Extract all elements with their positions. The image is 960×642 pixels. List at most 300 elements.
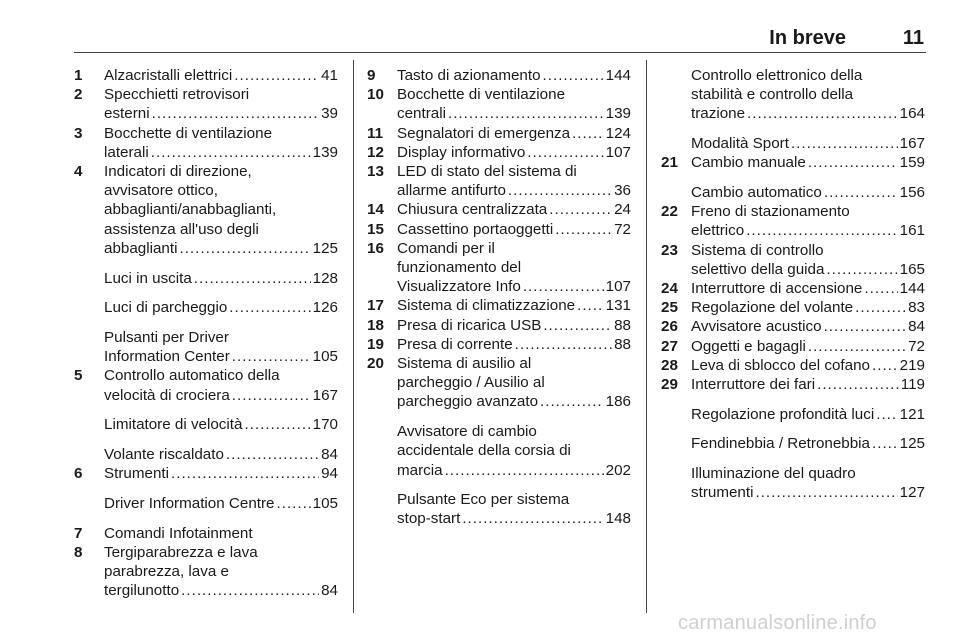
dot-leader (232, 386, 311, 405)
page-reference[interactable]: 124 (605, 124, 631, 142)
dot-leader (277, 494, 311, 513)
dot-leader (226, 445, 319, 464)
dot-leader (746, 221, 897, 240)
index-entry[interactable] (661, 134, 925, 153)
index-entry[interactable] (74, 524, 338, 543)
entry-text (397, 422, 631, 480)
index-entry[interactable] (74, 415, 338, 434)
item-number: 6 (74, 465, 83, 483)
entry-line: abbaglianti (104, 239, 178, 257)
entry-text (691, 375, 925, 394)
page-reference[interactable]: 131 (605, 297, 631, 315)
item-number: 22 (661, 203, 678, 221)
dot-leader (549, 200, 612, 219)
page-reference[interactable]: 105 (312, 348, 338, 366)
page-reference[interactable]: 186 (605, 393, 631, 411)
item-number: 4 (74, 163, 83, 181)
entry-text (104, 415, 338, 434)
item-number: 27 (661, 337, 678, 355)
index-entry[interactable] (661, 434, 925, 453)
dot-leader (194, 269, 311, 288)
entry-text (104, 298, 338, 317)
entry-line: Cambio automatico (691, 184, 822, 202)
page-reference[interactable]: 72 (614, 220, 631, 238)
entry-last-line (104, 347, 338, 366)
entry-line: Driver Information Centre (104, 494, 275, 512)
page-reference[interactable]: 202 (605, 461, 631, 479)
entry-text (691, 134, 925, 153)
entry-line: Luci in uscita (104, 269, 192, 287)
entry-line: Limitatore di velocità (104, 416, 243, 434)
page-reference[interactable]: 126 (312, 299, 338, 317)
dot-leader (448, 104, 604, 123)
dot-leader (555, 220, 612, 239)
entry-text (691, 356, 925, 375)
page-reference[interactable]: 165 (899, 260, 925, 278)
dot-leader (445, 461, 604, 480)
page-reference[interactable]: 24 (614, 201, 631, 219)
entry-line: Bocchette di ventilazione (104, 124, 273, 142)
entry-last-line (397, 143, 631, 162)
entry-last-line (397, 200, 631, 219)
index-entry[interactable] (661, 279, 925, 298)
index-entry[interactable] (661, 298, 925, 317)
entry-text (397, 490, 631, 528)
entry-text (691, 298, 925, 317)
page-reference[interactable]: 144 (605, 67, 631, 84)
item-number: 29 (661, 376, 678, 394)
entry-text (104, 494, 338, 513)
dot-leader (543, 316, 612, 335)
item-number: 25 (661, 299, 678, 317)
entry-line: funzionamento del (397, 259, 522, 277)
dot-leader (824, 317, 907, 336)
page-reference[interactable]: 164 (899, 105, 925, 123)
page-reference[interactable]: 139 (312, 143, 338, 161)
index-entry[interactable] (74, 66, 338, 85)
page-reference[interactable]: 127 (899, 484, 925, 502)
entry-text (397, 220, 631, 239)
page-header (74, 0, 926, 50)
dot-leader (577, 296, 604, 315)
page-reference[interactable]: 39 (321, 105, 338, 123)
index-entry[interactable] (367, 220, 631, 239)
entry-last-line (691, 260, 925, 279)
item-number (74, 494, 104, 513)
entry-line: Pulsante Eco per sistema (397, 491, 570, 509)
item-number: 3 (74, 124, 83, 142)
entry-line: Regolazione del volante (691, 299, 854, 317)
dot-leader (515, 335, 612, 354)
dot-leader (747, 104, 898, 123)
header-rule (74, 52, 926, 53)
entry-text (397, 239, 631, 297)
entry-line: Sistema di climatizzazione (397, 297, 576, 315)
page-reference[interactable]: 107 (605, 278, 631, 296)
index-entry[interactable] (367, 239, 631, 297)
item-number (74, 328, 104, 366)
entry-text (691, 241, 925, 279)
entry-last-line (104, 445, 338, 464)
index-entry[interactable] (74, 366, 338, 404)
index-entry[interactable] (661, 153, 925, 172)
index-column-2 (367, 66, 631, 529)
entry-line: Information Center (104, 348, 230, 366)
item-number: 16 (367, 239, 384, 257)
entry-line: LED di stato del sistema di (397, 163, 577, 181)
entry-last-line (397, 66, 631, 85)
item-number: 10 (367, 86, 384, 104)
index-entry[interactable] (74, 494, 338, 513)
entry-last-line (397, 124, 631, 143)
entry-last-line (104, 239, 338, 258)
dot-leader (462, 509, 603, 528)
entry-line: Fendinebbia / Retronebbia (691, 435, 871, 453)
dot-leader (540, 392, 604, 411)
entry-line: Display informativo (397, 143, 526, 161)
entry-last-line (104, 269, 338, 288)
entry-line: Strumenti (104, 465, 169, 483)
item-number: 11 (367, 124, 384, 142)
entry-line: Pulsanti per Driver (104, 328, 229, 346)
entry-line: Specchietti retrovisori (104, 86, 250, 104)
entry-last-line (397, 461, 631, 480)
dot-leader (864, 279, 897, 298)
entry-last-line (691, 134, 925, 153)
dot-leader (508, 181, 612, 200)
page-reference[interactable]: 119 (900, 376, 925, 394)
item-number: 17 (367, 297, 384, 315)
entry-last-line (691, 317, 925, 336)
page-reference[interactable]: 125 (312, 239, 338, 257)
entry-text (691, 279, 925, 298)
entry-line: Luci di parcheggio (104, 299, 228, 317)
index-entry[interactable] (661, 464, 925, 502)
entry-line: Visualizzatore Info (397, 278, 521, 296)
item-number: 1 (74, 67, 83, 84)
item-number: 9 (367, 67, 376, 84)
entry-line: parcheggio / Ausilio al (397, 374, 545, 392)
dot-leader (232, 347, 311, 366)
entry-text (397, 335, 631, 354)
entry-last-line (104, 415, 338, 434)
entry-line: Presa di ricarica USB (397, 316, 542, 334)
entry-text (397, 143, 631, 162)
entry-text (104, 524, 338, 543)
entry-line: stabilità e controllo della (691, 86, 854, 104)
index-entry[interactable] (367, 354, 631, 412)
entry-line: velocità di crociera (104, 386, 230, 404)
page-reference[interactable]: 105 (312, 494, 338, 512)
entry-last-line (397, 335, 631, 354)
entry-last-line (691, 483, 925, 502)
index-entry[interactable] (661, 66, 925, 124)
page-reference[interactable]: 125 (899, 435, 925, 453)
entry-last-line (691, 183, 925, 202)
dot-leader (808, 337, 906, 356)
page-reference[interactable]: 88 (614, 316, 631, 334)
item-number: 15 (367, 220, 384, 238)
page-reference[interactable]: 219 (899, 356, 925, 374)
entry-text (691, 202, 925, 240)
index-entry[interactable] (661, 405, 925, 424)
index-entry[interactable] (74, 85, 338, 123)
entry-line: Segnalatori di emergenza (397, 124, 571, 142)
entry-line: avvisatore ottico, (104, 182, 218, 200)
entry-line: Sistema di ausilio al (397, 355, 532, 373)
item-number: 18 (367, 316, 384, 334)
index-entry[interactable] (661, 375, 925, 394)
entry-last-line (104, 581, 338, 600)
entry-line: Presa di corrente (397, 335, 513, 353)
item-number (661, 134, 691, 153)
index-entry[interactable] (74, 464, 338, 483)
item-number: 20 (367, 355, 384, 373)
item-number: 24 (661, 280, 678, 298)
index-column-1 (74, 66, 338, 600)
column-divider (353, 60, 354, 613)
entry-last-line (397, 220, 631, 239)
index-entry[interactable] (661, 183, 925, 202)
item-number: 5 (74, 367, 83, 385)
entry-line: Volante riscaldato (104, 445, 224, 463)
entry-last-line (397, 296, 631, 315)
entry-line: Interruttore dei fari (691, 376, 816, 394)
entry-line: Cambio manuale (691, 154, 806, 172)
entry-last-line (397, 316, 631, 335)
dot-leader (543, 66, 604, 85)
entry-last-line (691, 337, 925, 356)
item-number: 19 (367, 335, 384, 353)
entry-line: esterni (104, 105, 150, 123)
entry-text (691, 183, 925, 202)
entry-text (691, 317, 925, 336)
dot-leader (255, 524, 336, 543)
dot-leader (872, 434, 898, 453)
index-entry[interactable] (74, 328, 338, 366)
entry-line: elettrico (691, 222, 745, 240)
index-entry[interactable] (367, 124, 631, 143)
page-reference[interactable]: 41 (321, 67, 338, 84)
entry-text (691, 153, 925, 172)
page-reference[interactable]: 84 (321, 582, 338, 600)
index-entry[interactable] (367, 162, 631, 200)
index-entry[interactable] (367, 490, 631, 528)
entry-line: Avvisatore di cambio (397, 423, 537, 441)
entry-last-line (104, 464, 338, 483)
entry-text (397, 200, 631, 219)
entry-line: Modalità Sport (691, 135, 789, 153)
index-entry[interactable] (367, 200, 631, 219)
entry-last-line (104, 143, 338, 162)
entry-last-line (397, 181, 631, 200)
index-entry[interactable] (367, 296, 631, 315)
entry-text (104, 366, 338, 404)
index-entry[interactable] (367, 335, 631, 354)
entry-line: Indicatori di direzione, (104, 163, 252, 181)
item-number: 13 (367, 163, 384, 181)
item-number (661, 434, 691, 453)
item-number: 21 (661, 154, 678, 172)
item-number: 7 (74, 524, 83, 542)
entry-text (104, 269, 338, 288)
index-entry[interactable] (367, 422, 631, 480)
dot-leader (808, 153, 898, 172)
entry-line: parcheggio avanzato (397, 393, 539, 411)
page-reference[interactable]: 107 (605, 143, 631, 161)
entry-line: tergilunotto (104, 582, 180, 600)
entry-text (397, 162, 631, 200)
entry-line: stop-start (397, 510, 461, 528)
entry-line: Oggetti e bagagli (691, 337, 806, 355)
dot-leader (855, 298, 906, 317)
entry-last-line (104, 386, 338, 405)
index-entry[interactable] (367, 66, 631, 85)
page-reference[interactable]: 161 (899, 222, 925, 240)
entry-line: assistenza all'uso degli (104, 220, 259, 238)
entry-line: Regolazione profondità luci (691, 405, 875, 423)
index-entry[interactable] (74, 124, 338, 162)
dot-leader (817, 375, 899, 394)
page-reference[interactable]: 167 (899, 135, 925, 153)
dot-leader (229, 298, 310, 317)
page-reference[interactable]: 83 (908, 299, 925, 317)
entry-line: Sistema di controllo (691, 241, 824, 259)
entry-last-line (104, 494, 338, 513)
entry-text (397, 296, 631, 315)
dot-leader (234, 66, 319, 85)
item-number: 14 (367, 201, 384, 219)
entry-last-line (104, 104, 338, 123)
entry-last-line (691, 375, 925, 394)
page-number: 11 (902, 27, 924, 49)
entry-last-line (397, 277, 631, 296)
entry-last-line (104, 66, 338, 85)
page-reference[interactable]: 139 (605, 105, 631, 123)
item-number: 28 (661, 356, 678, 374)
page-reference[interactable]: 159 (899, 154, 925, 172)
entry-text (104, 445, 338, 464)
dot-leader (572, 124, 604, 143)
index-entry[interactable] (367, 143, 631, 162)
dot-leader (171, 464, 319, 483)
page-reference[interactable]: 156 (899, 184, 925, 202)
index-entry[interactable] (74, 543, 338, 601)
section-title: In breve (769, 27, 846, 49)
entry-line: accidentale della corsia di (397, 442, 571, 460)
page-reference[interactable]: 84 (321, 445, 338, 463)
item-number (74, 269, 104, 288)
index-entry[interactable] (367, 85, 631, 123)
index-entry[interactable] (74, 445, 338, 464)
dot-leader (826, 260, 897, 279)
index-entry[interactable] (661, 356, 925, 375)
item-number (661, 183, 691, 202)
entry-line: Interruttore di accensione (691, 280, 863, 298)
entry-line: Comandi per il (397, 239, 495, 257)
item-number (74, 415, 104, 434)
entry-line: Chiusura centralizzata (397, 201, 548, 219)
entry-line: Cassettino portaoggetti (397, 220, 554, 238)
entry-line: allarme antifurto (397, 182, 506, 200)
entry-line: strumenti (691, 484, 754, 502)
page-reference[interactable]: 72 (908, 337, 925, 355)
index-entry[interactable] (367, 316, 631, 335)
entry-last-line (691, 153, 925, 172)
entry-text (104, 66, 338, 85)
entry-line: Controllo elettronico della (691, 67, 863, 84)
entry-line: parabrezza, lava e (104, 562, 229, 580)
dot-leader (824, 183, 898, 202)
item-number: 2 (74, 86, 83, 104)
entry-text (691, 464, 925, 502)
item-number (367, 490, 397, 528)
page-reference[interactable]: 121 (899, 405, 925, 423)
entry-last-line (104, 524, 338, 543)
entry-text (691, 434, 925, 453)
entry-line: Avvisatore acustico (691, 318, 822, 336)
dot-leader (527, 143, 603, 162)
entry-line: Freno di stazionamento (691, 203, 850, 221)
index-entry[interactable] (74, 298, 338, 317)
entry-text (397, 85, 631, 123)
entry-text (104, 85, 338, 123)
item-number (661, 405, 691, 424)
entry-line: Controllo automatico della (104, 367, 280, 385)
entry-line: Leva di sblocco del cofano (691, 356, 870, 374)
page-reference[interactable]: 94 (321, 465, 338, 483)
entry-text (104, 464, 338, 483)
entry-line: trazione (691, 105, 746, 123)
entry-line: laterali (104, 143, 149, 161)
index-entry[interactable] (661, 202, 925, 240)
page-reference[interactable]: 88 (614, 335, 631, 353)
entry-line: abbaglianti/anabbaglianti, (104, 201, 277, 219)
dot-leader (181, 581, 319, 600)
entry-last-line (397, 392, 631, 411)
item-number (661, 66, 691, 124)
page-reference[interactable]: 128 (312, 269, 338, 287)
page-reference[interactable]: 167 (312, 386, 338, 404)
index-entry[interactable] (74, 162, 338, 258)
index-entry[interactable] (661, 317, 925, 336)
entry-last-line (691, 298, 925, 317)
page-reference[interactable]: 144 (899, 280, 925, 298)
dot-leader (872, 356, 898, 375)
page-reference[interactable]: 170 (312, 416, 338, 434)
item-number: 12 (367, 143, 384, 161)
page-reference[interactable]: 36 (614, 182, 631, 200)
entry-text (397, 354, 631, 412)
watermark: carmanualsonline.info (678, 612, 877, 634)
dot-leader (523, 277, 604, 296)
index-entry[interactable] (74, 269, 338, 288)
item-number: 26 (661, 318, 678, 336)
column-divider (646, 60, 647, 613)
page-reference[interactable]: 84 (908, 318, 925, 336)
entry-last-line (691, 405, 925, 424)
entry-line: Tergiparabrezza e lava (104, 543, 258, 561)
page-reference[interactable]: 148 (605, 510, 631, 528)
index-entry[interactable] (661, 241, 925, 279)
entry-line: centrali (397, 105, 446, 123)
dot-leader (755, 483, 897, 502)
item-number (74, 298, 104, 317)
entry-last-line (691, 221, 925, 240)
item-number (367, 422, 397, 480)
dot-leader (876, 405, 897, 424)
index-entry[interactable] (661, 337, 925, 356)
